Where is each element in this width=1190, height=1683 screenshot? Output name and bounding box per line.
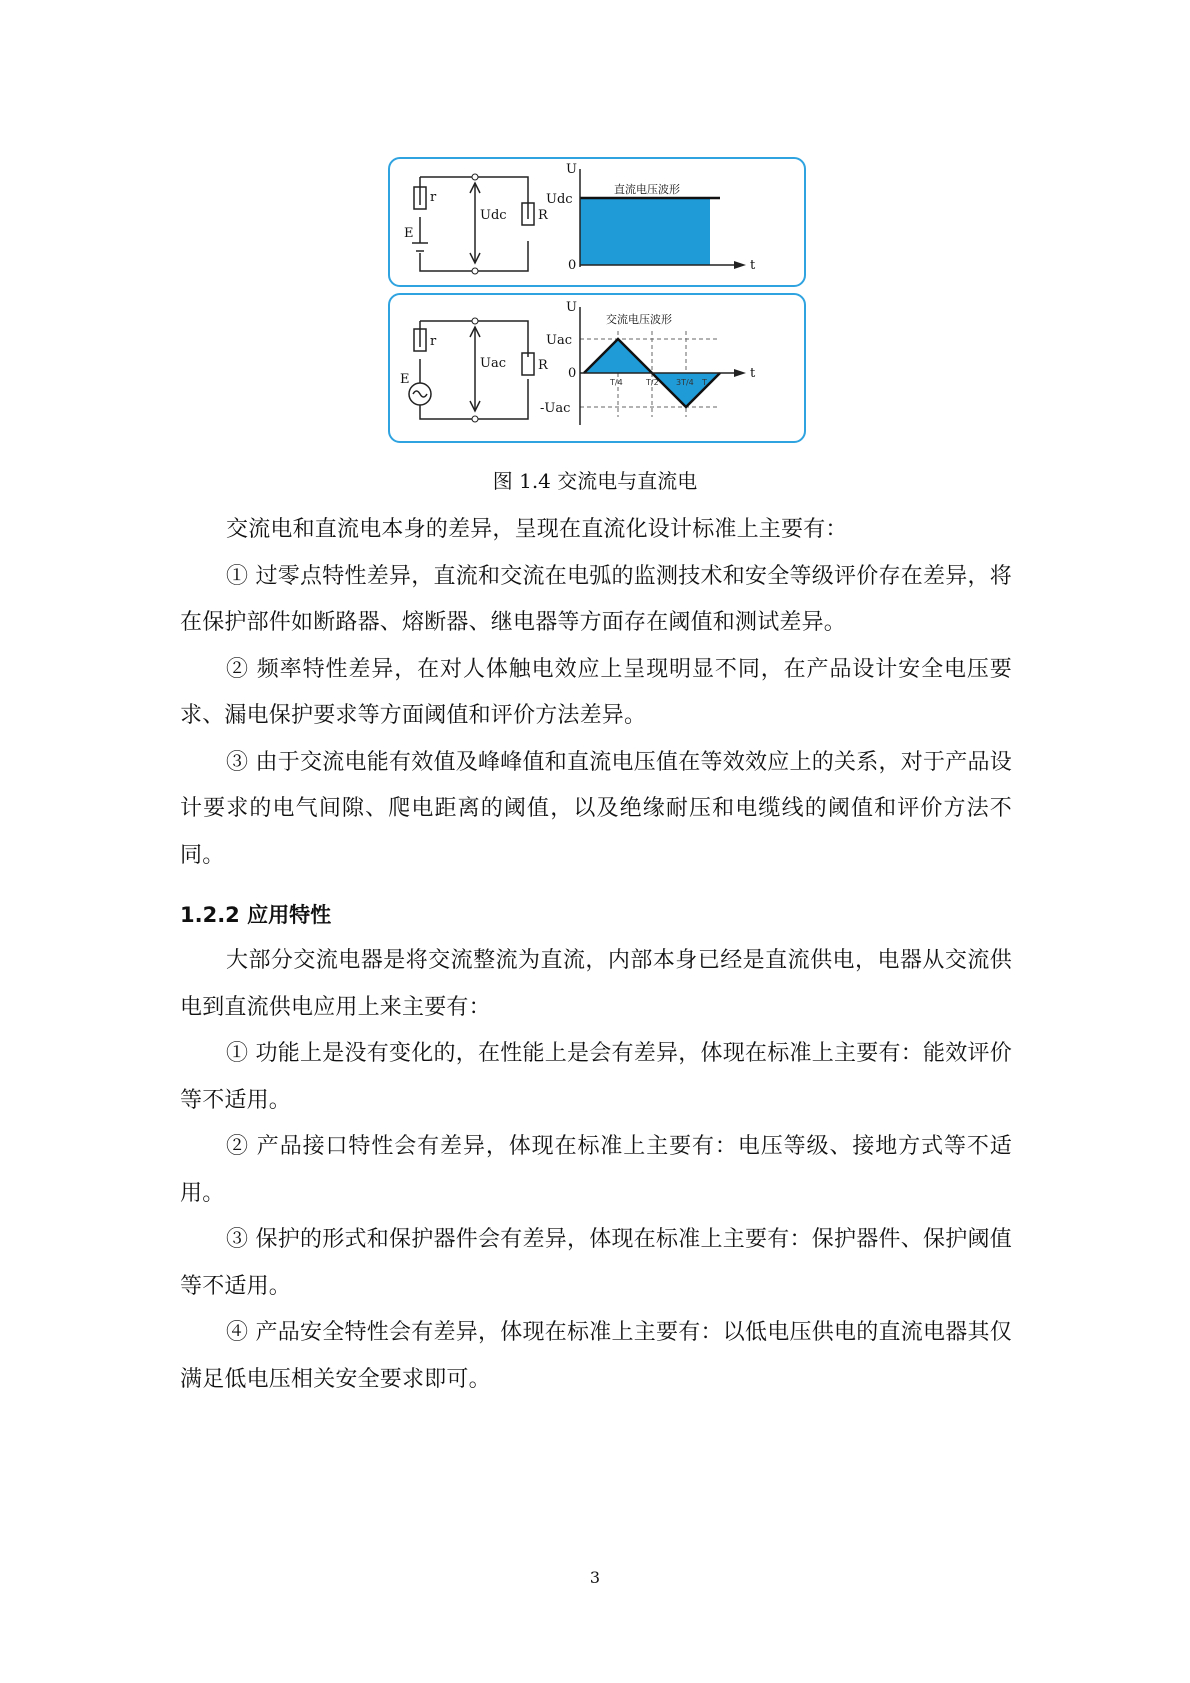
body-text (180, 507, 1012, 1403)
ac-tick-label: T/2 (646, 378, 659, 387)
ac-circuit (409, 321, 534, 419)
ac-node-top (472, 318, 478, 324)
ac-label-voltage: Uac (480, 356, 506, 371)
ac-tick-label: T/4 (610, 378, 623, 387)
paragraph: ④ 产品安全特性会有差异，体现在标准上主要有：以低电压供电的直流电器其仅满足低电压相关安全要求即可。 (180, 1320, 1012, 1392)
dc-diagram (390, 159, 804, 285)
dc-waveform-title: 直流电压波形 (614, 183, 680, 196)
page-number: 3 (589, 1568, 601, 1587)
paragraph: 交流电和直流电本身的差异，呈现在直流化设计标准上主要有： (226, 517, 848, 542)
dc-label-r: r (430, 190, 437, 205)
ac-label-E: E (400, 372, 410, 387)
paragraph: 大部分交流电器是将交流整流为直流，内部本身已经是直流供电，电器从交流供电到直流供电应用上来主要有： (180, 948, 1012, 1020)
ac-label-r: r (430, 334, 437, 349)
ac-peak-pos-label: Uac (546, 333, 572, 348)
dc-level-label: Udc (546, 192, 573, 207)
dc-label-E: E (404, 226, 414, 241)
dc-label-R: R (538, 208, 548, 223)
ac-origin-label: 0 (568, 366, 577, 381)
paragraph: ③ 由于交流电能有效值及峰峰值和直流电压值在等效效应上的关系，对于产品设计要求的电气间隙、爬电距离的阈值，以及绝缘耐压和电缆线的阈值和评价方法不同。 (180, 749, 1012, 868)
dc-panel (388, 157, 806, 287)
dc-origin-label: 0 (568, 258, 577, 273)
ac-diagram (390, 295, 804, 441)
ac-tick-label: 3T/4 (676, 378, 694, 387)
dc-node-top (472, 174, 478, 180)
dc-waveform-fill (580, 199, 710, 265)
ac-node-bottom (472, 416, 478, 422)
dc-axis-x-arrow (734, 261, 746, 269)
figure-ac-dc (386, 155, 806, 445)
section-heading: 1.2.2 应用特性 (180, 903, 332, 927)
ac-panel (388, 293, 806, 443)
ac-peak-neg-label: -Uac (540, 401, 571, 416)
ac-source-wave-icon (413, 391, 427, 397)
paragraph: ② 频率特性差异，在对人体触电效应上呈现明显不同，在产品设计安全电压要求、漏电保护要求等方面阈值和评价方法差异。 (180, 656, 1012, 728)
ac-axis-y-label: U (566, 300, 577, 315)
dc-label-voltage: Udc (480, 208, 507, 223)
paragraph: ③ 保护的形式和保护器件会有差异，体现在标准上主要有：保护器件、保护阈值等不适用。 (180, 1227, 1012, 1299)
dc-node-bottom (472, 268, 478, 274)
paragraph: ② 产品接口特性会有差异，体现在标准上主要有：电压等级、接地方式等不适用。 (180, 1134, 1012, 1206)
ac-waveform-title: 交流电压波形 (606, 313, 672, 326)
paragraph: ① 过零点特性差异，直流和交流在电弧的监测技术和安全等级评价存在差异，将在保护部件如断路器、熔断器、继电器等方面存在阈值和测试差异。 (180, 563, 1012, 635)
dc-axis-x-label: t (750, 258, 756, 273)
ac-label-R: R (538, 358, 548, 373)
figure-caption: 图 1.4 交流电与直流电 (492, 469, 698, 493)
dc-axis-y-label: U (566, 162, 577, 177)
ac-axis-x-arrow (734, 369, 746, 377)
ac-tick-label: T (702, 378, 707, 387)
ac-axis-x-label: t (750, 366, 756, 381)
paragraph: ① 功能上是没有变化的，在性能上是会有差异，体现在标准上主要有：能效评价等不适用。 (180, 1041, 1012, 1113)
